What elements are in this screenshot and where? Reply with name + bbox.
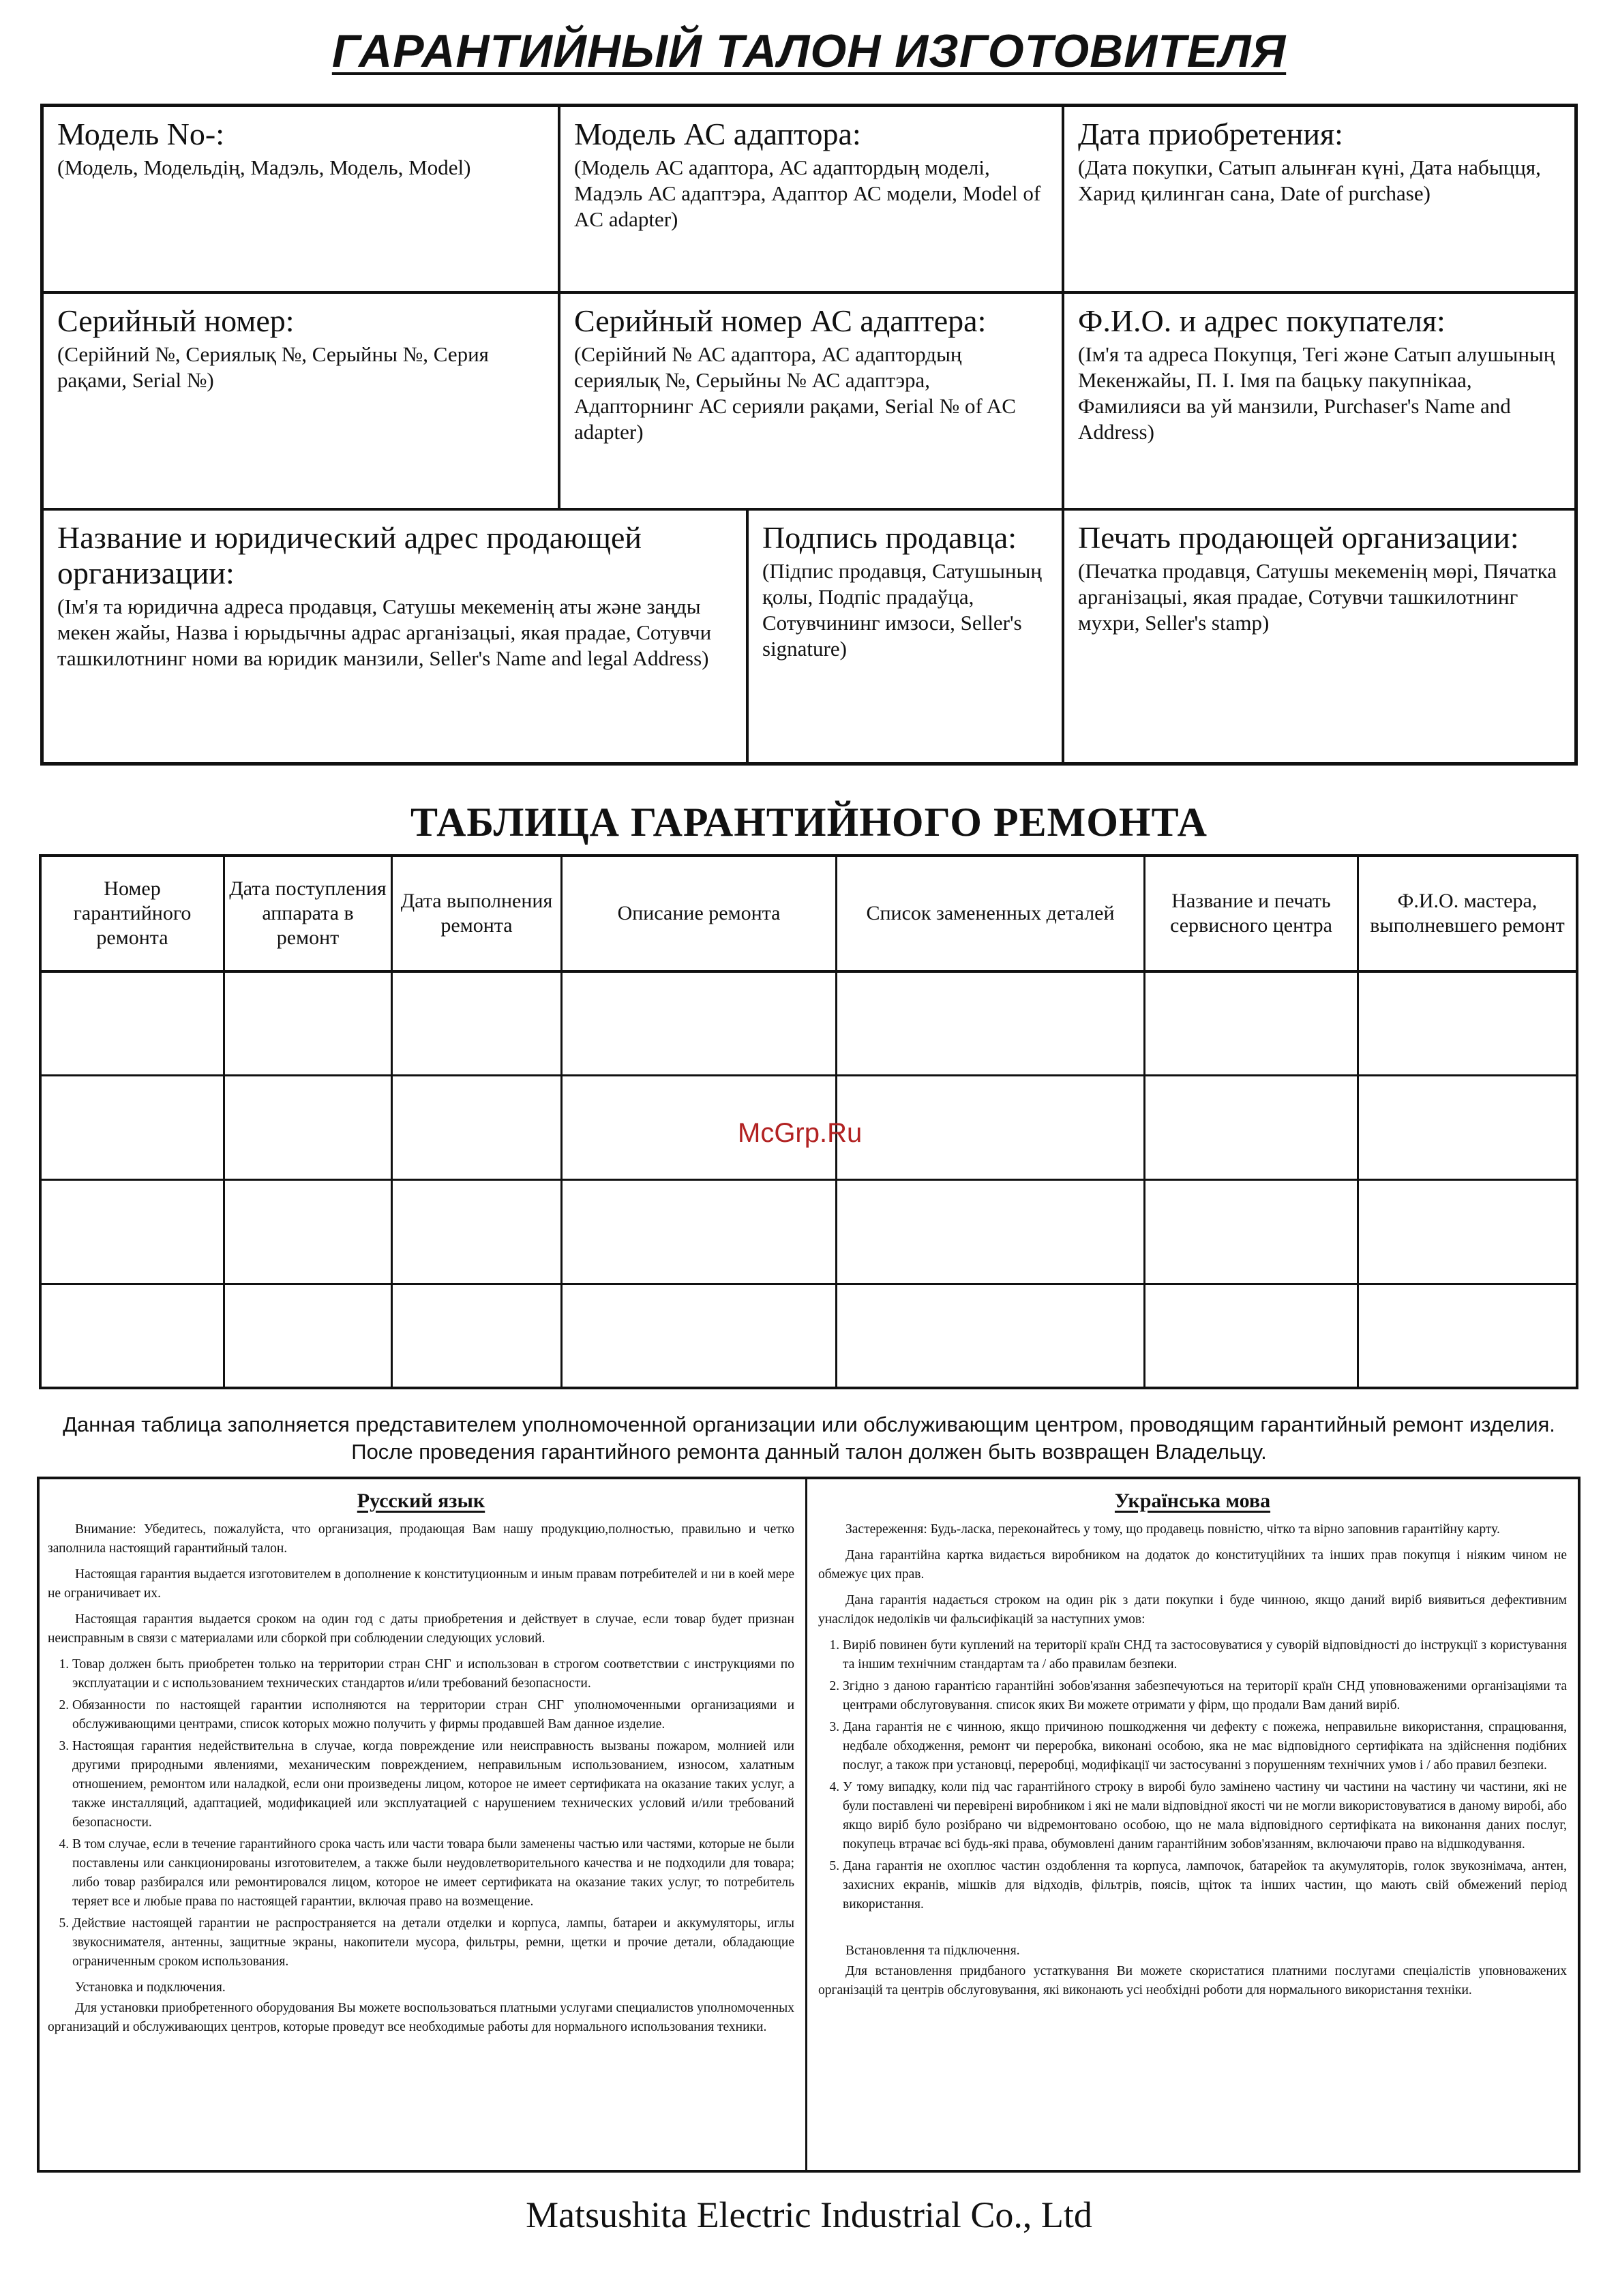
ukrainian-condition: 1. Виріб повинен бути куплений на території країн СНД та застосовуватися у суворій відповідності до інструкції з користування та іншим технічним стандартам та / або правилам безпеки. — [843, 1636, 1567, 1674]
table-header-completed-date: Дата выполнения ремонта — [400, 890, 553, 937]
russian-paragraph: Внимание: Убедитесь, пожалуйста, что организация, продающая Вам нашу продукцию,полностью, правильно и четко заполнила настоящий гарантийный талон. — [48, 1522, 794, 1556]
russian-condition: 5. Действие настоящей гарантии не распространяется на детали отделки и корпуса, лампы, батареи и аккумуляторы, иглы звукоснимателя, антенны, защитные экраны, накопители мусора, фильтры, ремни, щетки и прочие детали, обладающие ограниченным сроком использования. — [72, 1914, 794, 1972]
field-label: Ф.И.О. и адрес покупателя: — [1078, 303, 1445, 338]
russian-install-text: Для установки приобретенного оборудования Вы можете воспользоваться платными услугами специалистов уполномоченных организаций и обслуживающих центров, которые проведут все необходимые работы для нормального использования техники. — [48, 2001, 794, 2034]
field-seller-stamp[interactable] — [1064, 511, 1574, 762]
terms-border-top — [37, 1477, 1580, 1479]
field-label: Дата приобретения: — [1078, 117, 1343, 151]
ukrainian-paragraph: Застереження: Будь-ласка, переконайтесь у тому, що продавець повністю, чітко та вірно заповнив гарантійну карту. — [845, 1522, 1500, 1537]
field-ac-adapter-serial[interactable] — [560, 294, 1062, 508]
watermark: McGrp.Ru — [738, 1118, 863, 1148]
table-header-repair-description: Описание ремонта — [617, 902, 781, 924]
ukrainian-paragraph: Дана гарантійна картка видається виробником на додаток до конституційних та інших прав покупця і ніяким чином не обмежує цих прав. — [818, 1548, 1567, 1582]
ukrainian-install-text: Для встановлення придбаного устаткування Ви можете скористатися платними послугами спеціалістів уповноважених організацій та центрів обслуговування, які виконають усі необхідні роботи для нормального використання техніки. — [818, 1964, 1567, 1997]
russian-conditions-list — [48, 1655, 794, 1972]
field-translations: (Модель, Модельдің, Мадэль, Модель, Model) — [57, 155, 471, 179]
field-translations: (Підпис продавця, Сатушының қолы, Подпіс прадаўца, Сотувчининг имзоси, Seller's signature) — [762, 559, 1042, 661]
field-seller-name-address[interactable] — [44, 511, 746, 762]
table-header-replaced-parts: Список замененных деталей — [866, 902, 1115, 924]
manufacturer-footer: Matsushita Electric Industrial Co., Ltd — [526, 2194, 1092, 2235]
russian-paragraph: Настоящая гарантия выдается сроком на один год с даты приобретения и действует в случае, если товар будет признан неисправным в связи с материалами или сборкой при соблюдении следующих условий. — [48, 1612, 794, 1646]
ukrainian-install-heading: Встановлення та підключення. — [845, 1944, 1020, 1958]
ukrainian-conditions-list — [818, 1636, 1567, 1914]
russian-install-heading: Установка и подключения. — [75, 1980, 226, 1995]
russian-condition: 3. Настоящая гарантия недействительна в случае, когда повреждение или неисправность вызваны пожаром, молнией или другими природными явлениями, механическим повреждением, неправильным использованием, износом, халатным отношением, ремонтом или наладкой, если они произведены лицом, которое не имеет сертификата на оказание таких услуг, а также инсталляций, адаптацией, модификацией или эксплуатацией с нарушением технических условий и/или требований безопасности. — [72, 1737, 794, 1832]
form-border-bottom — [40, 762, 1578, 766]
field-translations: (Серійний №, Сериялық №, Серыйны №, Серия рақами, Serial №) — [57, 342, 489, 392]
russian-paragraph: Настоящая гарантия выдается изготовителем в дополнение к конституционным и иным правам потребителей и ни в коей мере не ограничивает их. — [48, 1567, 794, 1601]
ukrainian-condition: 5. Дана гарантія не охоплює частин оздоблення та корпуса, лампочок, батарейок та акумуляторів, голок звукознімача, антен, захисних екранів, мішків для відходів, фільтрів, поясів, щіток та інших частин, що мають свій обмежений період використання. — [843, 1857, 1567, 1914]
terms-border-left — [37, 1477, 40, 2173]
field-serial-number[interactable] — [44, 294, 558, 508]
table-header-service-center: Название и печать сервисного центра — [1170, 890, 1332, 937]
table-col-line-7 — [1576, 854, 1578, 1389]
field-ac-adapter-model[interactable] — [560, 107, 1062, 291]
field-label: Модель АС адаптора: — [574, 117, 861, 151]
table-header-received-date: Дата поступления аппарата в ремонт — [229, 877, 387, 949]
field-translations: (Дата покупки, Сатып алынған күні, Дата набыцця, Харид қилинган сана, Date of purchase) — [1078, 155, 1541, 205]
field-label: Модель No-: — [57, 117, 225, 151]
field-seller-signature[interactable] — [749, 511, 1062, 762]
field-translations: (Модель АС адаптора, АС адаптордың моделі, Мадэль АС адаптэра, Адаптор АС модели, Model of AC adapter) — [574, 155, 1041, 231]
terms-divider — [805, 1477, 807, 2173]
field-purchaser-name-address[interactable] — [1064, 294, 1574, 508]
terms-russian — [48, 1492, 794, 2163]
repair-table-title: ТАБЛИЦА ГАРАНТИЙНОГО РЕМОНТА — [410, 800, 1208, 845]
russian-condition: 2. Обязанности по настоящей гарантии исполняются на территории стран СНГ уполномоченными организациями и обслуживающими центрами, список которых можно получить у фирмы продавшей Вам данное изделие. — [72, 1696, 794, 1734]
table-line-row-2 — [39, 1179, 1578, 1181]
field-label: Серийный номер АС адаптера: — [574, 303, 987, 338]
table-note-line-1: Данная таблица заполняется представителем уполномоченной организации или обслуживающим центром, проводящим гарантийный ремонт изделия. — [63, 1413, 1555, 1436]
russian-heading: Русский язык — [357, 1492, 485, 1512]
table-header-repair-number: Номер гарантийного ремонта — [73, 877, 192, 949]
terms-border-right — [1578, 1477, 1580, 2173]
table-line-bottom — [39, 1387, 1578, 1389]
terms-border-bottom — [37, 2170, 1580, 2173]
field-translations: (Ім'я та юридична адреса продавця, Сатушы мекеменің аты және заңды мекен жайы, Назва і юрыдычны адрас арганізацыі, якая прадае, Сотувчи ташкилотнинг номи ва юридик манзили, Seller's Name and legal Address) — [57, 594, 712, 670]
ukrainian-condition: 4. У тому випадку, коли під час гарантійного строку в виробі було замінено частину чи частини на частину чи частини, які не були поставлені чи перевірені виробником і які не мали відповідної якості чи не могли використовуватися в даному виробі, або якщо виріб було розібрано чи відремонтовано особою, що не мала відповідного сертифіката на виконання даних послуг, покупець втрачає всі будь-які права, обумовлені даним гарантійним зобов'язанням, включаючи право на відшкодування. — [843, 1778, 1567, 1854]
table-line-row-1 — [39, 1074, 1578, 1076]
field-label: Подпись продавца: — [762, 520, 1017, 555]
table-header-technician: Ф.И.О. мастера, выполневшего ремонт — [1370, 890, 1565, 937]
page-title: ГАРАНТИЙНЫЙ ТАЛОН ИЗГОТОВИТЕЛЯ — [331, 25, 1287, 77]
russian-condition: 4. В том случае, если в течение гарантийного срока часть или части товара были заменены частью или частями, которые не были поставлены или санкционированы изготовителем, а также были неудовлетворительного качества и не подходили для товара; либо товар разбирался или ремонтировался лицом, которое не имеет сертификата на оказание таких услуг, то потребитель теряет все и любые права по настоящей гарантии, включая право на возмещение. — [72, 1835, 794, 1912]
field-translations: (Ім'я та адреса Покупця, Тегі және Сатып алушының Мекенжайы, П. І. Імя па бацьку пакупнікаа, Фамилияси ва уй манзили, Purchaser's Name and Address) — [1078, 342, 1555, 444]
field-translations: (Серійний № АС адаптора, АС адаптордың сериялық №, Серыйны № АС адаптэра, Адапторнинг АС серияли рақами, Serial № of AC adapter) — [574, 342, 1016, 444]
field-label: Печать продающей организации: — [1078, 520, 1519, 555]
field-translations: (Печатка продавця, Сатушы мекеменің мөрі, Пячатка арганізацыі, якая прадае, Сотувчи ташкилотнинг мухри, Seller's stamp) — [1078, 559, 1557, 635]
terms-ukrainian — [818, 1492, 1567, 2163]
field-model-number[interactable] — [44, 107, 558, 291]
field-label: Название и юридический адрес продающей организации: — [57, 520, 642, 590]
table-line-header — [39, 970, 1578, 973]
ukrainian-condition: 3. Дана гарантія не є чинною, якщо причиною пошкодження чи дефекту є пожежа, неправильне використання, спрацювання, недбале обходження, ремонт чи переробка, виконані особою, яка не має відповідного сертифіката на здійснення подібних послуг, а також при установці, переробці, модифікації чи застосуванні з порушенням технічних умов і / або правил безпеки. — [843, 1718, 1567, 1775]
russian-condition: 1. Товар должен быть приобретен только на территории стран СНГ и использован в строгом соответствии с инструкциями по эксплуатации и с использованием технических стандартов и/или требований безопасности. — [72, 1655, 794, 1693]
field-label: Серийный номер: — [57, 303, 295, 338]
field-purchase-date[interactable] — [1064, 107, 1574, 291]
form-border-right — [1574, 104, 1578, 766]
ukrainian-heading: Українська мова — [1114, 1492, 1271, 1512]
table-line-row-3 — [39, 1283, 1578, 1285]
ukrainian-paragraph: Дана гарантія надається строком на один рік з дати покупки і буде чинною, якщо даний виріб виявиться дефективним унаслідок недоліків чи фальсифікацій за наступних умов: — [818, 1593, 1567, 1627]
ukrainian-condition: 2. Згідно з даною гарантією гарантійні зобов'язання забезпечуються на території країн СНД уповноваженими організаціями та центрами обслуговування. список яких Ви можете отримати у фірм, що продали Вам даний виріб. — [843, 1677, 1567, 1715]
table-note-line-2: После проведения гарантийного ремонта данный талон должен быть возвращен Владельцу. — [351, 1440, 1267, 1464]
